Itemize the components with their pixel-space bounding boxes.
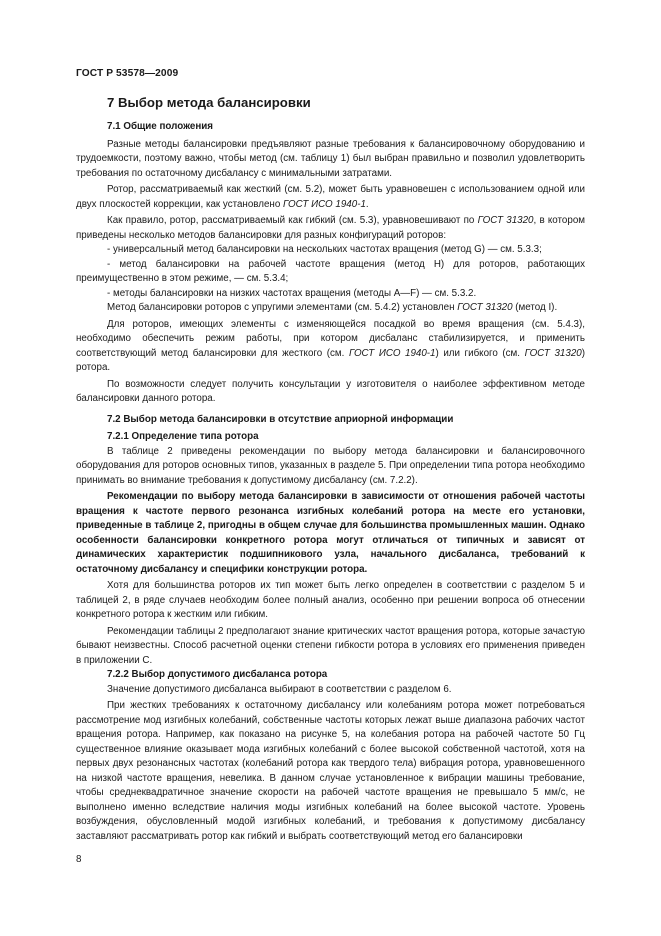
paragraph: При жестких требованиях к остаточному дисбалансу или колебаниям ротора может потребоваться рассмотрение мод изгибных колебаний, собственные частоты которых лежат выше диапазона рабочих частот вращения ротора. Например, как показано на рисунке 5, на колебания ротора на рабочей частоте 50 Гц существенное влияние оказывает мода изгибных колебаний с более высокой собственной частотой, хотя на первых двух резонансных частотах (колебаний ротора как твердого тела) вибрация ротора, уравновешенного на низкой частоте вращения, невелика. В данном случае установленное к вибрации машины требование, чтобы среднеквадратичное значение скорости на рабочей частоте вращения не превышало 5 мм/с, не выполнено именно вследствие наличия моды изгибных колебаний на более высокой частоте. Уровень возбуждения, обусловленный модой изгибных колебаний, и требования к допустимому дисбалансу заставляют рассматривать ротор как гибкий и выбрать соответствующий метод его балансировки: [76, 700, 585, 842]
paragraph: Для роторов, имеющих элементы с изменяющейся посадкой во время вращения (см. 5.4.3), необходимо обеспечить режим работы, при котором дисбаланс стабилизируется, и применить соответствующий метод балансировки для жесткого (см. ГОСТ ИСО 1940-1) или гибкого (см. ГОСТ 31320) ротора.: [76, 318, 585, 373]
standard-reference: ГОСТ ИСО 1940-1: [283, 198, 366, 210]
paragraph: Рекомендации таблицы 2 предполагают знание критических частот вращения ротора, которые зачастую бывают неизвестны. Способ расчетной оценки степени гибкости ротора в условиях его применения приведен в приложении С.: [76, 625, 585, 666]
standard-reference: ГОСТ 31320: [457, 302, 513, 313]
standard-reference: ГОСТ 31320: [477, 215, 534, 226]
standard-header: ГОСТ Р 53578—2009: [76, 68, 179, 79]
paragraph: Ротор, рассматриваемый как жесткий (см. 5.2), может быть уравновешен с использованием одной или двух плоскостей коррекции, как установлено ГОСТ ИСО 1940-1.: [76, 184, 585, 210]
list-item: - методы балансировки на низких частотах вращения (методы A—F) — см. 5.3.2.: [107, 287, 477, 299]
paragraph: По возможности следует получить консультации у изготовителя о наиболее эффективном методе балансировки данного ротора.: [76, 378, 585, 404]
subsection-7-2-2-heading: 7.2.2 Выбор допустимого дисбаланса ротора: [107, 669, 328, 680]
list-item: - универсальный метод балансировки на нескольких частотах вращения (метод G) — см. 5.3.3;: [107, 244, 542, 255]
standard-reference: ГОСТ ИСО 1940-1: [348, 347, 436, 359]
list-item: - метод балансировки на рабочей частоте вращения (метод H) для роторов, работающих преимущественно в этом режиме, — см. 5.3.4;: [76, 258, 585, 284]
paragraph: Разные методы балансировки предъявляют разные требования к балансировочному оборудованию и трудоемкости, поэтому важно, чтобы метод (см. таблицу 1) был выбран правильно и позволил удовлетворить требования по остаточному дисбалансу с минимальными затратами.: [76, 138, 585, 179]
subsection-7-2-heading: 7.2 Выбор метода балансировки в отсутствие априорной информации: [107, 413, 454, 425]
paragraph-emphasized: Рекомендации по выбору метода балансировки в зависимости от отношения рабочей частоты вращения к частоте первого резонанса изгибных колебаний ротора на месте его установки, приведенные в таблице 2, пригодны в общем случае для большинства промышленных машин. Однако особенности балансировки конкретного ротора могут отличаться от типичных и зависят от динамических характеристик подшипникового узла, начального дисбаланса, требований к остаточному дисбалансу и специфики конструкции ротора.: [76, 491, 585, 575]
document-body: [76, 120, 585, 844]
standard-reference: ГОСТ 31320: [524, 347, 582, 359]
section-title: 7 Выбор метода балансировки: [107, 95, 311, 110]
paragraph: Метод балансировки роторов с упругими элементами (см. 5.4.2) установлен ГОСТ 31320 (метод I).: [107, 302, 558, 313]
paragraph: Как правило, ротор, рассматриваемый как гибкий (см. 5.3), уравновешивают по ГОСТ 31320, в котором приведены несколько методов балансировки для разных конфигураций роторов:: [76, 215, 586, 241]
subsection-7-2-1-heading: 7.2.1 Определение типа ротора: [107, 431, 259, 442]
page-number: 8: [76, 854, 82, 865]
paragraph: В таблице 2 приведены рекомендации по выбору метода балансировки и балансировочного оборудования для роторов основных типов, указанных в разделе 5. При определении типа ротора необходимо принимать во внимание требования к допустимому дисбалансу (см. 7.2.2).: [76, 445, 585, 486]
paragraph: Хотя для большинства роторов их тип может быть легко определен в соответствии с разделом 5 и таблицей 2, в ряде случаев необходим более полный анализ, особенно при решении вопроса об отнесении конкретного ротора к жестким или гибким.: [76, 580, 585, 620]
paragraph: Значение допустимого дисбаланса выбирают в соответствии с разделом 6.: [107, 683, 452, 695]
subsection-7-1-heading: 7.1 Общие положения: [107, 121, 214, 132]
